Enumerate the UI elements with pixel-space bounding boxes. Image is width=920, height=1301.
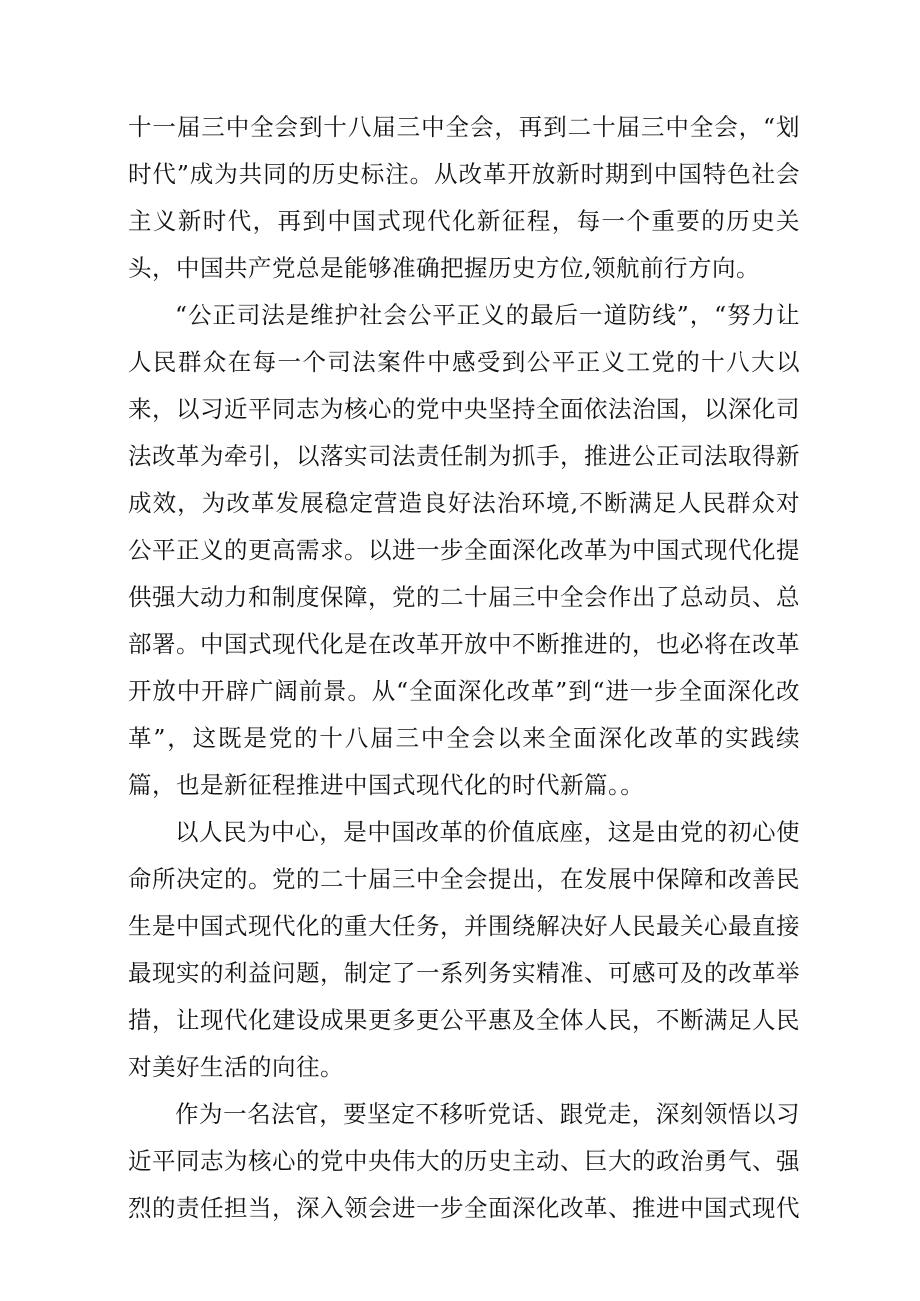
paragraph-1: 十一届三中全会到十八届三中全会，再到二十届三中全会，“划时代”成为共同的历史标注。从改革开放新时期到中国特色社会主义新时代，再到中国式现代化新征程，每一个重要的历史关头，中国共产党总是能够准确把握历史方位,领航前行方向。	[128, 113, 800, 282]
paragraph-2: “公正司法是维护社会公平正义的最后一道防线”，“努力让人民群众在每一个司法案件中感受到公平正义工党的十八大以来，以习近平同志为核心的党中央坚持全面依法治国，以深化司法改革为牵引，以落实司法责任制为抓手，推进公正司法取得新成效，为改革发展稳定营造良好法治环境,不断满足人民群众对公平正义的更高需求。以进一步全面深化改革为中国式现代化提供强大动力和制度保障，党的二十届三中全会作出了总动员、总部署。中国式现代化是在改革开放中不断推进的，也必将在改革开放中开辟广阔前景。从“全面深化改革”到“进一步全面深化改革”，这既是党的十八届三中全会以来全面深化改革的实践续篇，也是新征程推进中国式现代化的时代新篇。。	[128, 301, 800, 799]
document-body	[128, 104, 800, 1232]
paragraph-4: 作为一名法官，要坚定不移听党话、跟党走，深刻领悟以习近平同志为核心的党中央伟大的历史主动、巨大的政治勇气、强烈的责任担当，深入领会进一步全面深化改革、推进中国式现代	[128, 1100, 800, 1222]
paragraph-3: 以人民为中心，是中国改革的价值底座，这是由党的初心使命所决定的。党的二十届三中全会提出，在发展中保障和改善民生是中国式现代化的重大任务，并围绕解决好人民最关心最直接最现实的利益问题，制定了一系列务实精准、可感可及的改革举措，让现代化建设成果更多更公平惠及全体人民，不断满足人民对美好生活的向往。	[128, 818, 800, 1081]
